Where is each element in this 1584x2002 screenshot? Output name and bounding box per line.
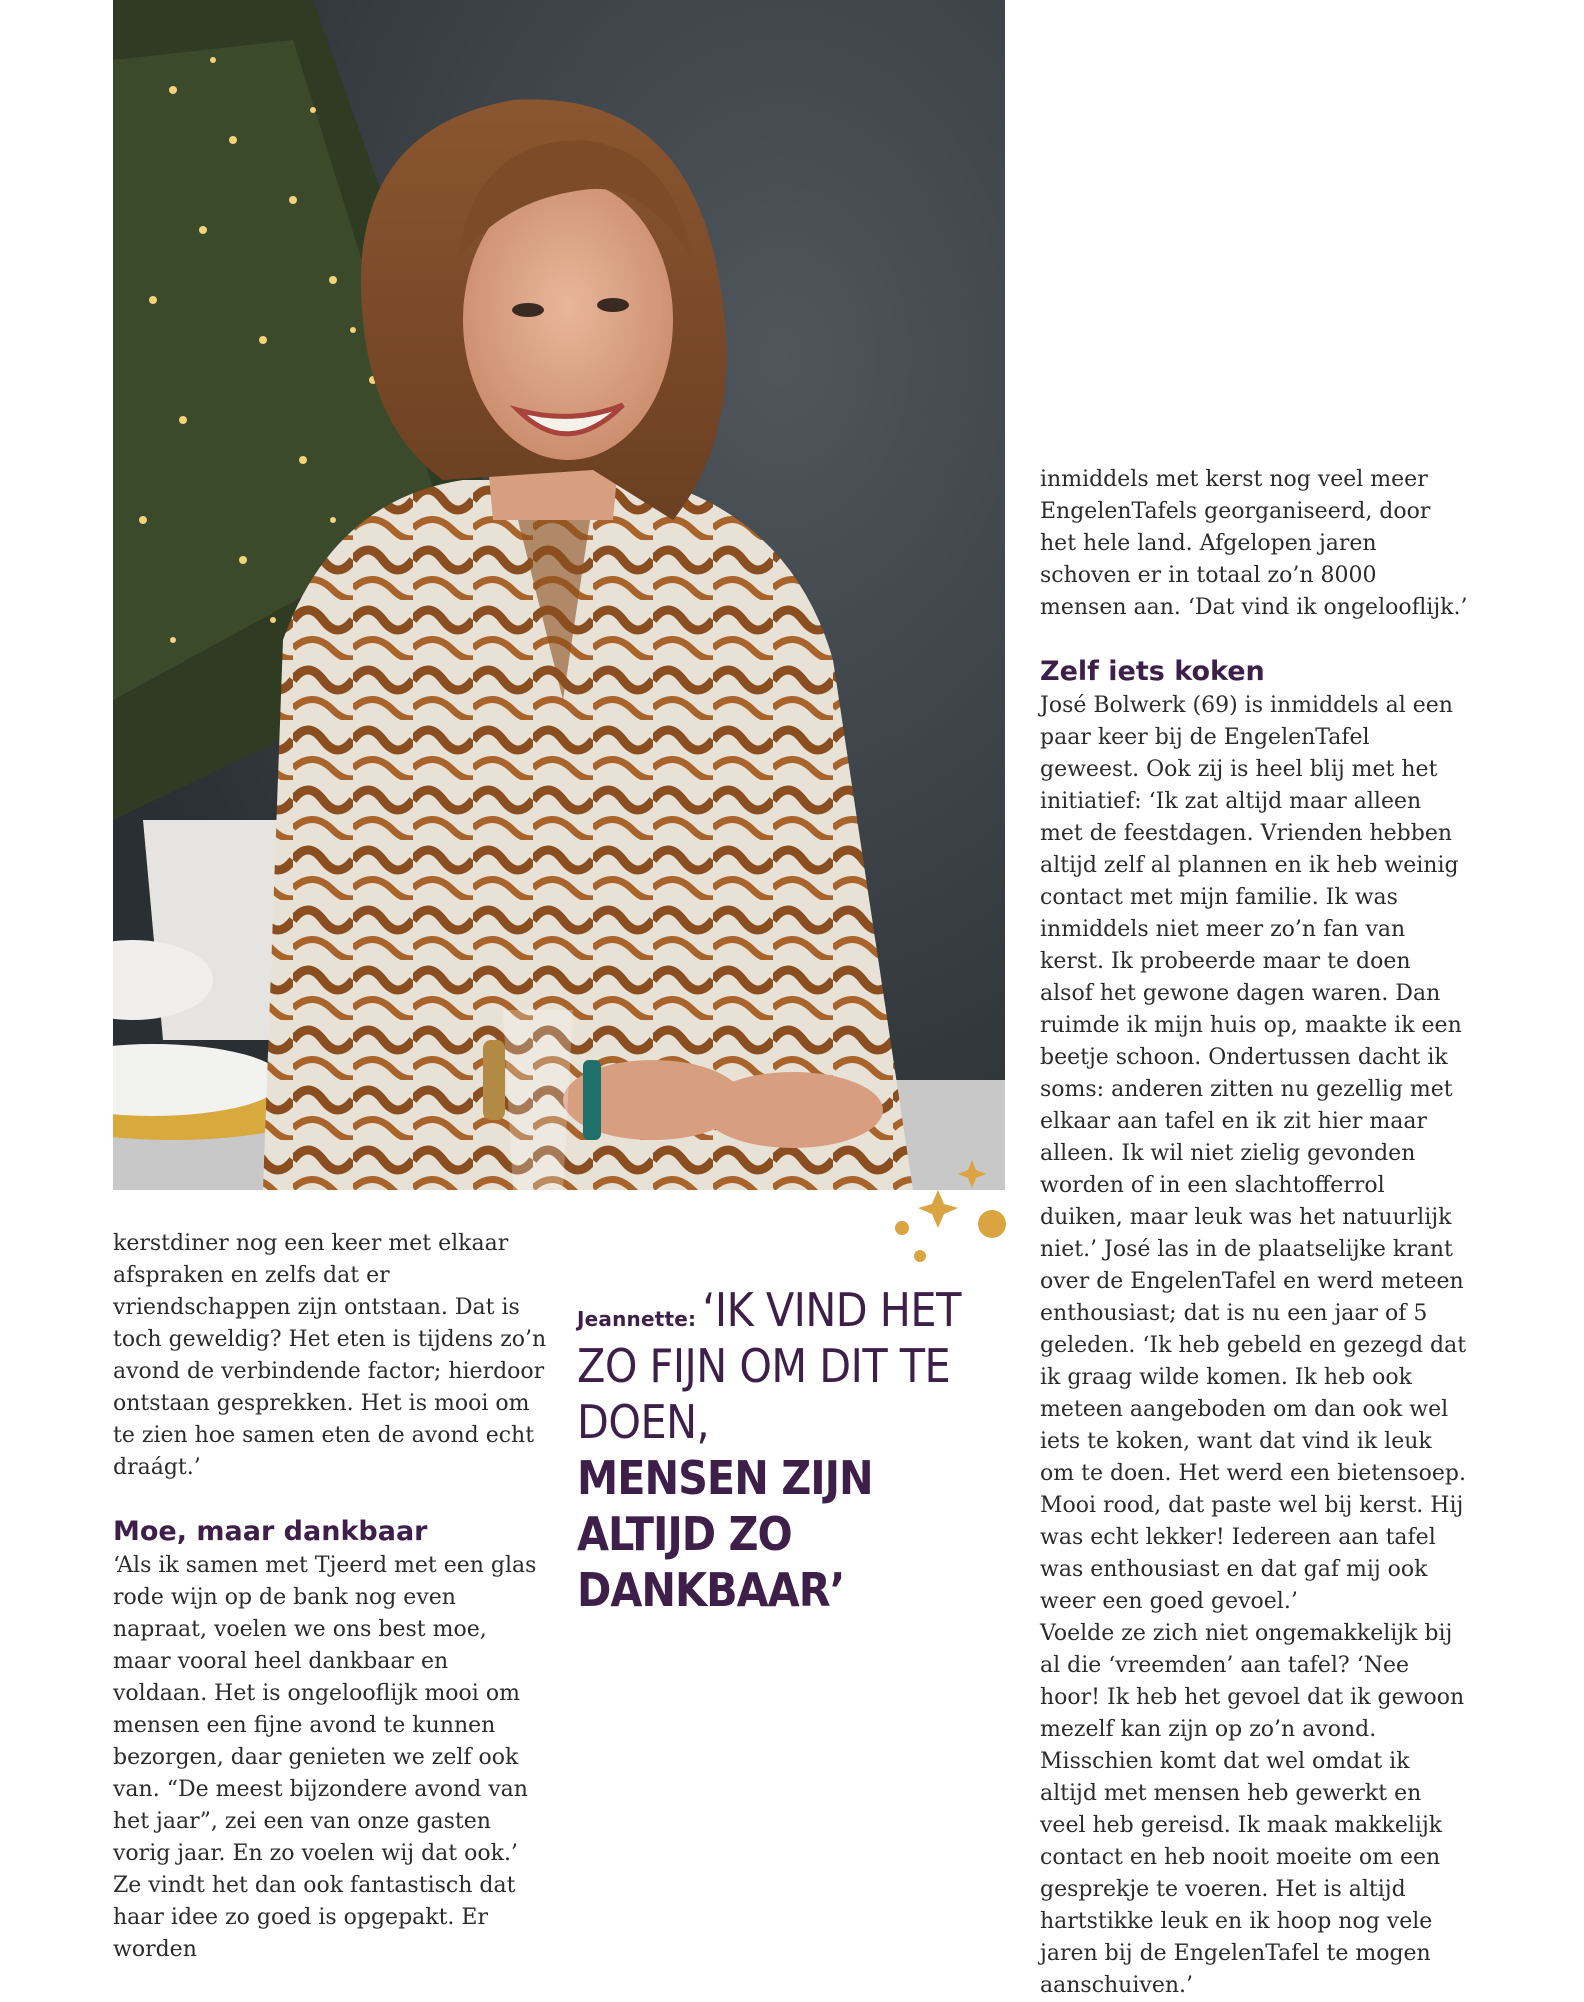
decorative-stars-icon bbox=[880, 1140, 1020, 1270]
left-intro-paragraph: kerstdiner nog een keer met elkaar afspraken en zelfs dat er vriendschappen zijn ontstaan. Dat is toch geweldig? Het eten is tijdens zo’n avond de verbindende factor; hierdoor ontstaan gesprekken. Het is mooi om te zien hoe samen eten de avond echt draágt.’ bbox=[113, 1231, 547, 1480]
pull-quote-bold-text: MENSEN ZIJN ALTIJD ZO DANKBAAR’ bbox=[577, 1451, 873, 1617]
portrait-photo bbox=[113, 0, 1005, 1190]
right-paragraph-2: Voelde ze zich niet ongemakkelijk bij al die ‘vreemden’ aan tafel? ‘Nee hoor! Ik heb het gevoel dat ik gewoon mezelf kan zijn op zo’n avond. Misschien komt dat wel omdat ik altijd met mensen heb gewerkt en veel heb gereisd. Ik maak makkelijk contact en heb nooit moeite om een gesprekje te voeren. Het is altijd hartstikke leuk en ik hoop nog vele jaren bij de EngelenTafel te mogen aanschuiven.’ bbox=[1040, 1621, 1465, 1998]
right-paragraph-1: José Bolwerk (69) is inmiddels al een paar keer bij de EngelenTafel geweest. Ook zij is heel blij met het initiatief: ‘Ik zat altijd maar alleen met de feestdagen. Vrienden hebben altijd zelf al plannen en ik heb weinig contact met mijn familie. Ik was inmiddels niet meer zo’n fan van kerst. Ik probeerde maar te doen alsof het gewone dagen waren. Dan ruimde ik mijn huis op, maakte ik een beetje schoon. Ondertussen dacht ik soms: anderen zitten nu gezellig met elkaar aan tafel en ik zit hier maar alleen. Ik wil niet zielig gevonden worden of in een slachtofferrol duiken, maar leuk was het natuurlijk niet.’ José las in de plaatselijke krant over de EngelenTafel en werd meteen enthousiast; dat is nu een jaar of 5 geleden. ‘Ik heb gebeld en gezegd dat ik graag wilde komen. Ik heb ook meteen aangeboden om dan ook wel iets te koken, want dat vind ik leuk om te doen. Het werd een bietensoep. Mooi rood, dat paste wel bij kerst. Hij was echt lekker! Iedereen aan tafel was enthousiast en dat gaf mij ook weer een goed gevoel.’ bbox=[1040, 693, 1467, 1614]
right-text-column bbox=[1040, 464, 1470, 2002]
section-heading-zelf-iets-koken: Zelf iets koken bbox=[1040, 656, 1265, 687]
pull-quote bbox=[577, 1282, 997, 1618]
pull-quote-light-text: ‘IK VIND HET ZO FIJN OM DIT TE DOEN, bbox=[577, 1283, 961, 1449]
left-text-column bbox=[113, 1228, 549, 1966]
pull-quote-speaker: Jeannette: bbox=[577, 1307, 697, 1331]
section-heading-moe-maar-dankbaar: Moe, maar dankbaar bbox=[113, 1516, 428, 1547]
right-intro-paragraph: inmiddels met kerst nog veel meer EngelenTafels georganiseerd, door het hele land. Afgelopen jaren schoven er in totaal zo’n 8000 mensen aan. ‘Dat vind ik ongelooflijk.’ bbox=[1040, 467, 1468, 620]
left-paragraph-2: Ze vindt het dan ook fantastisch dat haar idee zo goed is opgepakt. Er worden bbox=[113, 1873, 516, 1962]
left-paragraph-1: ‘Als ik samen met Tjeerd met een glas rode wijn op de bank nog even napraat, voelen we ons best moe, maar vooral heel dankbaar en voldaan. Het is ongelooflijk mooi om mensen een fijne avond te kunnen bezorgen, daar genieten we zelf ook van. “De meest bijzondere avond van het jaar”, zei een van onze gasten vorig jaar. En zo voelen wij dat ook.’ bbox=[113, 1553, 537, 1866]
